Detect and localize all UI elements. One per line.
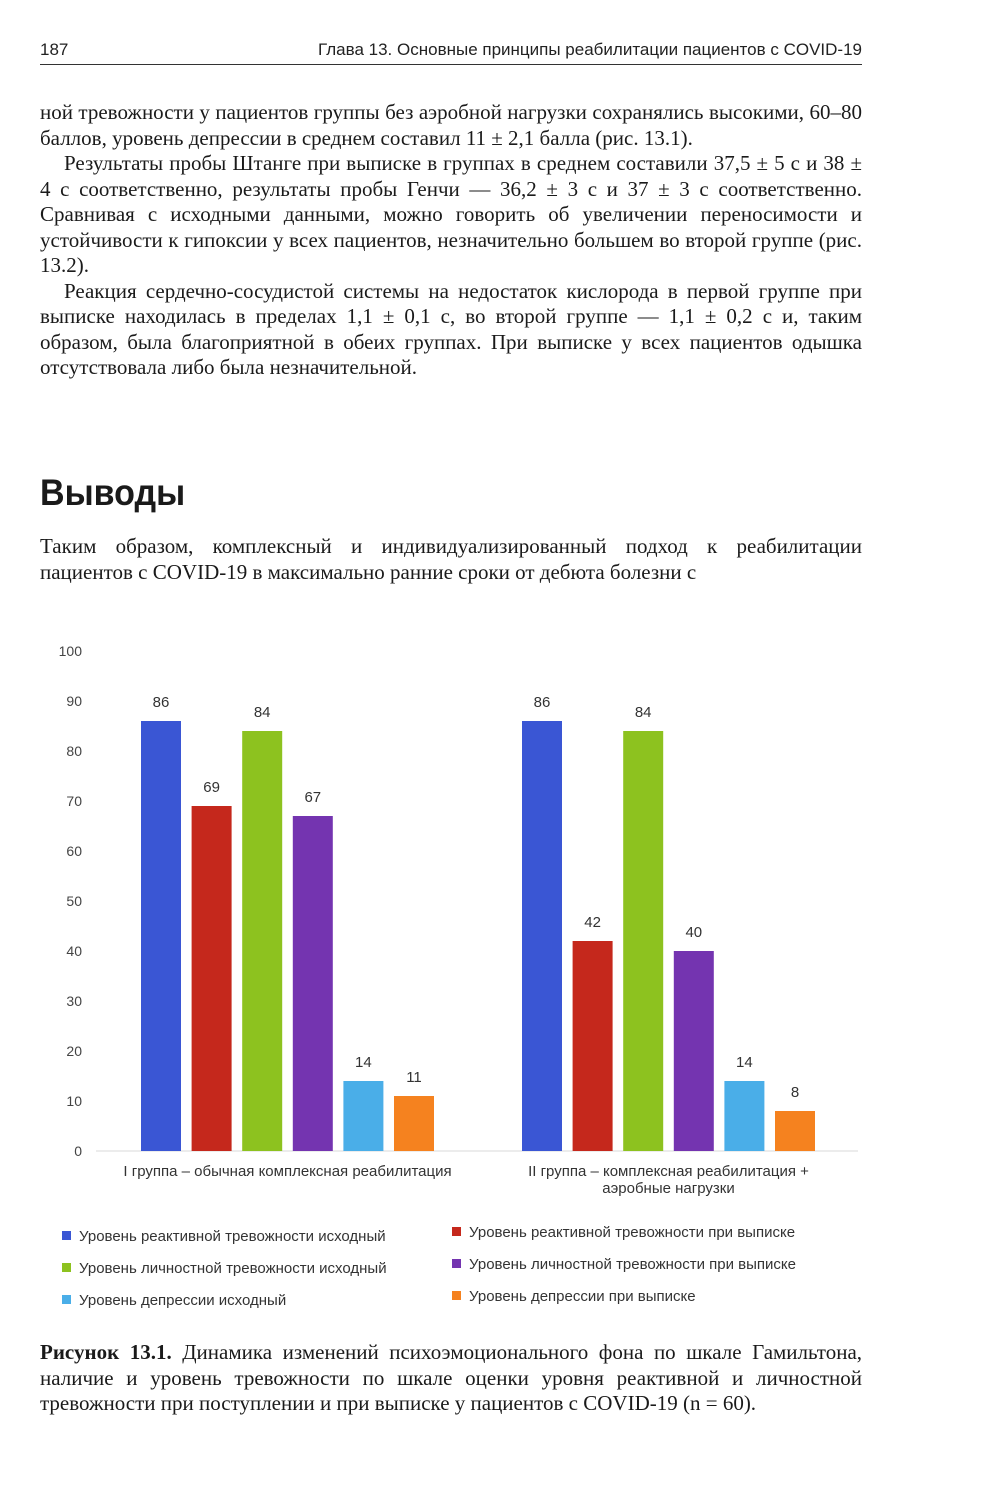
caption-text: Динамика изменений психоэмоционального фона по шкале Гамильтона, наличие и уровень тревожности по шкале оценки уровня реактивной и личностной тревожности при поступлении и при выписке у пациентов с COVID-19 (n = 60). (40, 1340, 863, 1415)
data-label: 69 (203, 779, 220, 796)
legend-item (62, 1260, 387, 1277)
legend-swatch (452, 1259, 461, 1268)
paragraph-3: Реакция сердечно-сосудистой системы на недостаток кислорода в первой группе при выписке находилась в пределах 1,1 ± 0,1 с, во второй группе — 1,1 ± 0,2 с и, таким образом, была благоприятной в обеих группах. При выписке у всех пациентов одышка отсутствовала либо была незначительной. (40, 278, 862, 379)
legend-swatch (62, 1231, 71, 1240)
paragraph-1: ной тревожности у пациентов группы без аэробной нагрузки сохранялись высокими, 60–80 баллов, уровень депрессии в среднем составил 11 ± 2,1 балла (рис. 13.1). (40, 100, 862, 150)
chapter-title: Глава 13. Основные принципы реабилитации пациентов с COVID-19 (318, 40, 862, 59)
y-tick-label: 0 (74, 1143, 82, 1159)
data-label: 11 (406, 1069, 422, 1086)
legend-swatch (62, 1263, 71, 1272)
data-label: 42 (584, 914, 601, 931)
x-tick-label: I группа – обычная комплексная реабилитация (123, 1163, 452, 1180)
y-tick-label: 100 (58, 643, 82, 659)
bar (293, 816, 333, 1151)
bar (141, 721, 181, 1151)
legend-item (62, 1292, 286, 1309)
legend-item (452, 1224, 795, 1241)
data-label: 14 (736, 1054, 753, 1071)
bar (192, 806, 232, 1151)
data-label: 40 (685, 924, 703, 941)
y-tick-label: 70 (66, 793, 82, 809)
y-tick-label: 10 (66, 1093, 82, 1109)
legend-label: Уровень депрессии при выписке (469, 1288, 696, 1305)
y-tick-label: 40 (66, 943, 82, 959)
legend-label: Уровень депрессии исходный (79, 1292, 287, 1309)
data-label: 14 (355, 1054, 372, 1071)
y-tick-label: 90 (66, 693, 82, 709)
x-tick-label: аэробные нагрузки (602, 1180, 735, 1197)
y-tick-label: 30 (66, 993, 82, 1009)
bar (522, 721, 562, 1151)
x-tick-label: II группа – комплексная реабилитация + (528, 1163, 809, 1180)
data-label: 67 (304, 789, 322, 806)
data-label: 86 (152, 694, 170, 711)
conclusion-paragraph: Таким образом, комплексный и индивидуализированный подход к реабилитации пациентов с COVID-19 в максимально ранние сроки от дебюта болезни с (40, 534, 862, 584)
legend-item (62, 1228, 386, 1245)
bar (623, 731, 663, 1151)
bar (674, 951, 714, 1151)
legend-swatch (452, 1291, 461, 1300)
y-tick-label: 50 (66, 893, 82, 909)
data-label: 84 (634, 704, 652, 721)
legend-label: Уровень реактивной тревожности исходный (79, 1228, 386, 1245)
bar (242, 731, 282, 1151)
running-header (40, 34, 862, 65)
legend-item (452, 1288, 696, 1305)
legend-swatch (452, 1227, 461, 1236)
data-label: 86 (533, 694, 551, 711)
y-tick-label: 20 (66, 1043, 82, 1059)
caption-label: Рисунок 13.1. (40, 1340, 172, 1364)
legend-label: Уровень личностной тревожности при выписке (469, 1256, 797, 1273)
data-label: 8 (790, 1084, 800, 1101)
y-tick-label: 60 (66, 843, 82, 859)
bar (343, 1081, 383, 1151)
figure-caption (40, 1340, 862, 1417)
legend-swatch (62, 1295, 71, 1304)
section-title: Выводы (40, 472, 186, 513)
legend-label: Уровень реактивной тревожности при выписке (469, 1224, 796, 1241)
y-tick-label: 80 (66, 743, 82, 759)
legend-label: Уровень личностной тревожности исходный (79, 1260, 387, 1277)
conclusion-text (40, 534, 862, 585)
page-number: 187 (40, 40, 69, 59)
bar (394, 1096, 434, 1151)
bar (724, 1081, 764, 1151)
bar (775, 1111, 815, 1151)
paragraph-2: Результаты пробы Штанге при выписке в группах в среднем составили 37,5 ± 5 с и 38 ± 4 с соответственно, результаты пробы Генчи — 36,2 ± 3 с и 37 ± 3 с соответственно. Сравнивая с исходными данными, можно говорить об увеличении переносимости и устойчивости к гипоксии у всех пациентов, незначительно большем во второй группе (рис. 13.2). (40, 151, 862, 277)
data-label: 84 (253, 704, 271, 721)
bar (573, 941, 613, 1151)
body-text (40, 100, 862, 381)
bar-chart (40, 630, 860, 1210)
legend-item (452, 1256, 796, 1273)
